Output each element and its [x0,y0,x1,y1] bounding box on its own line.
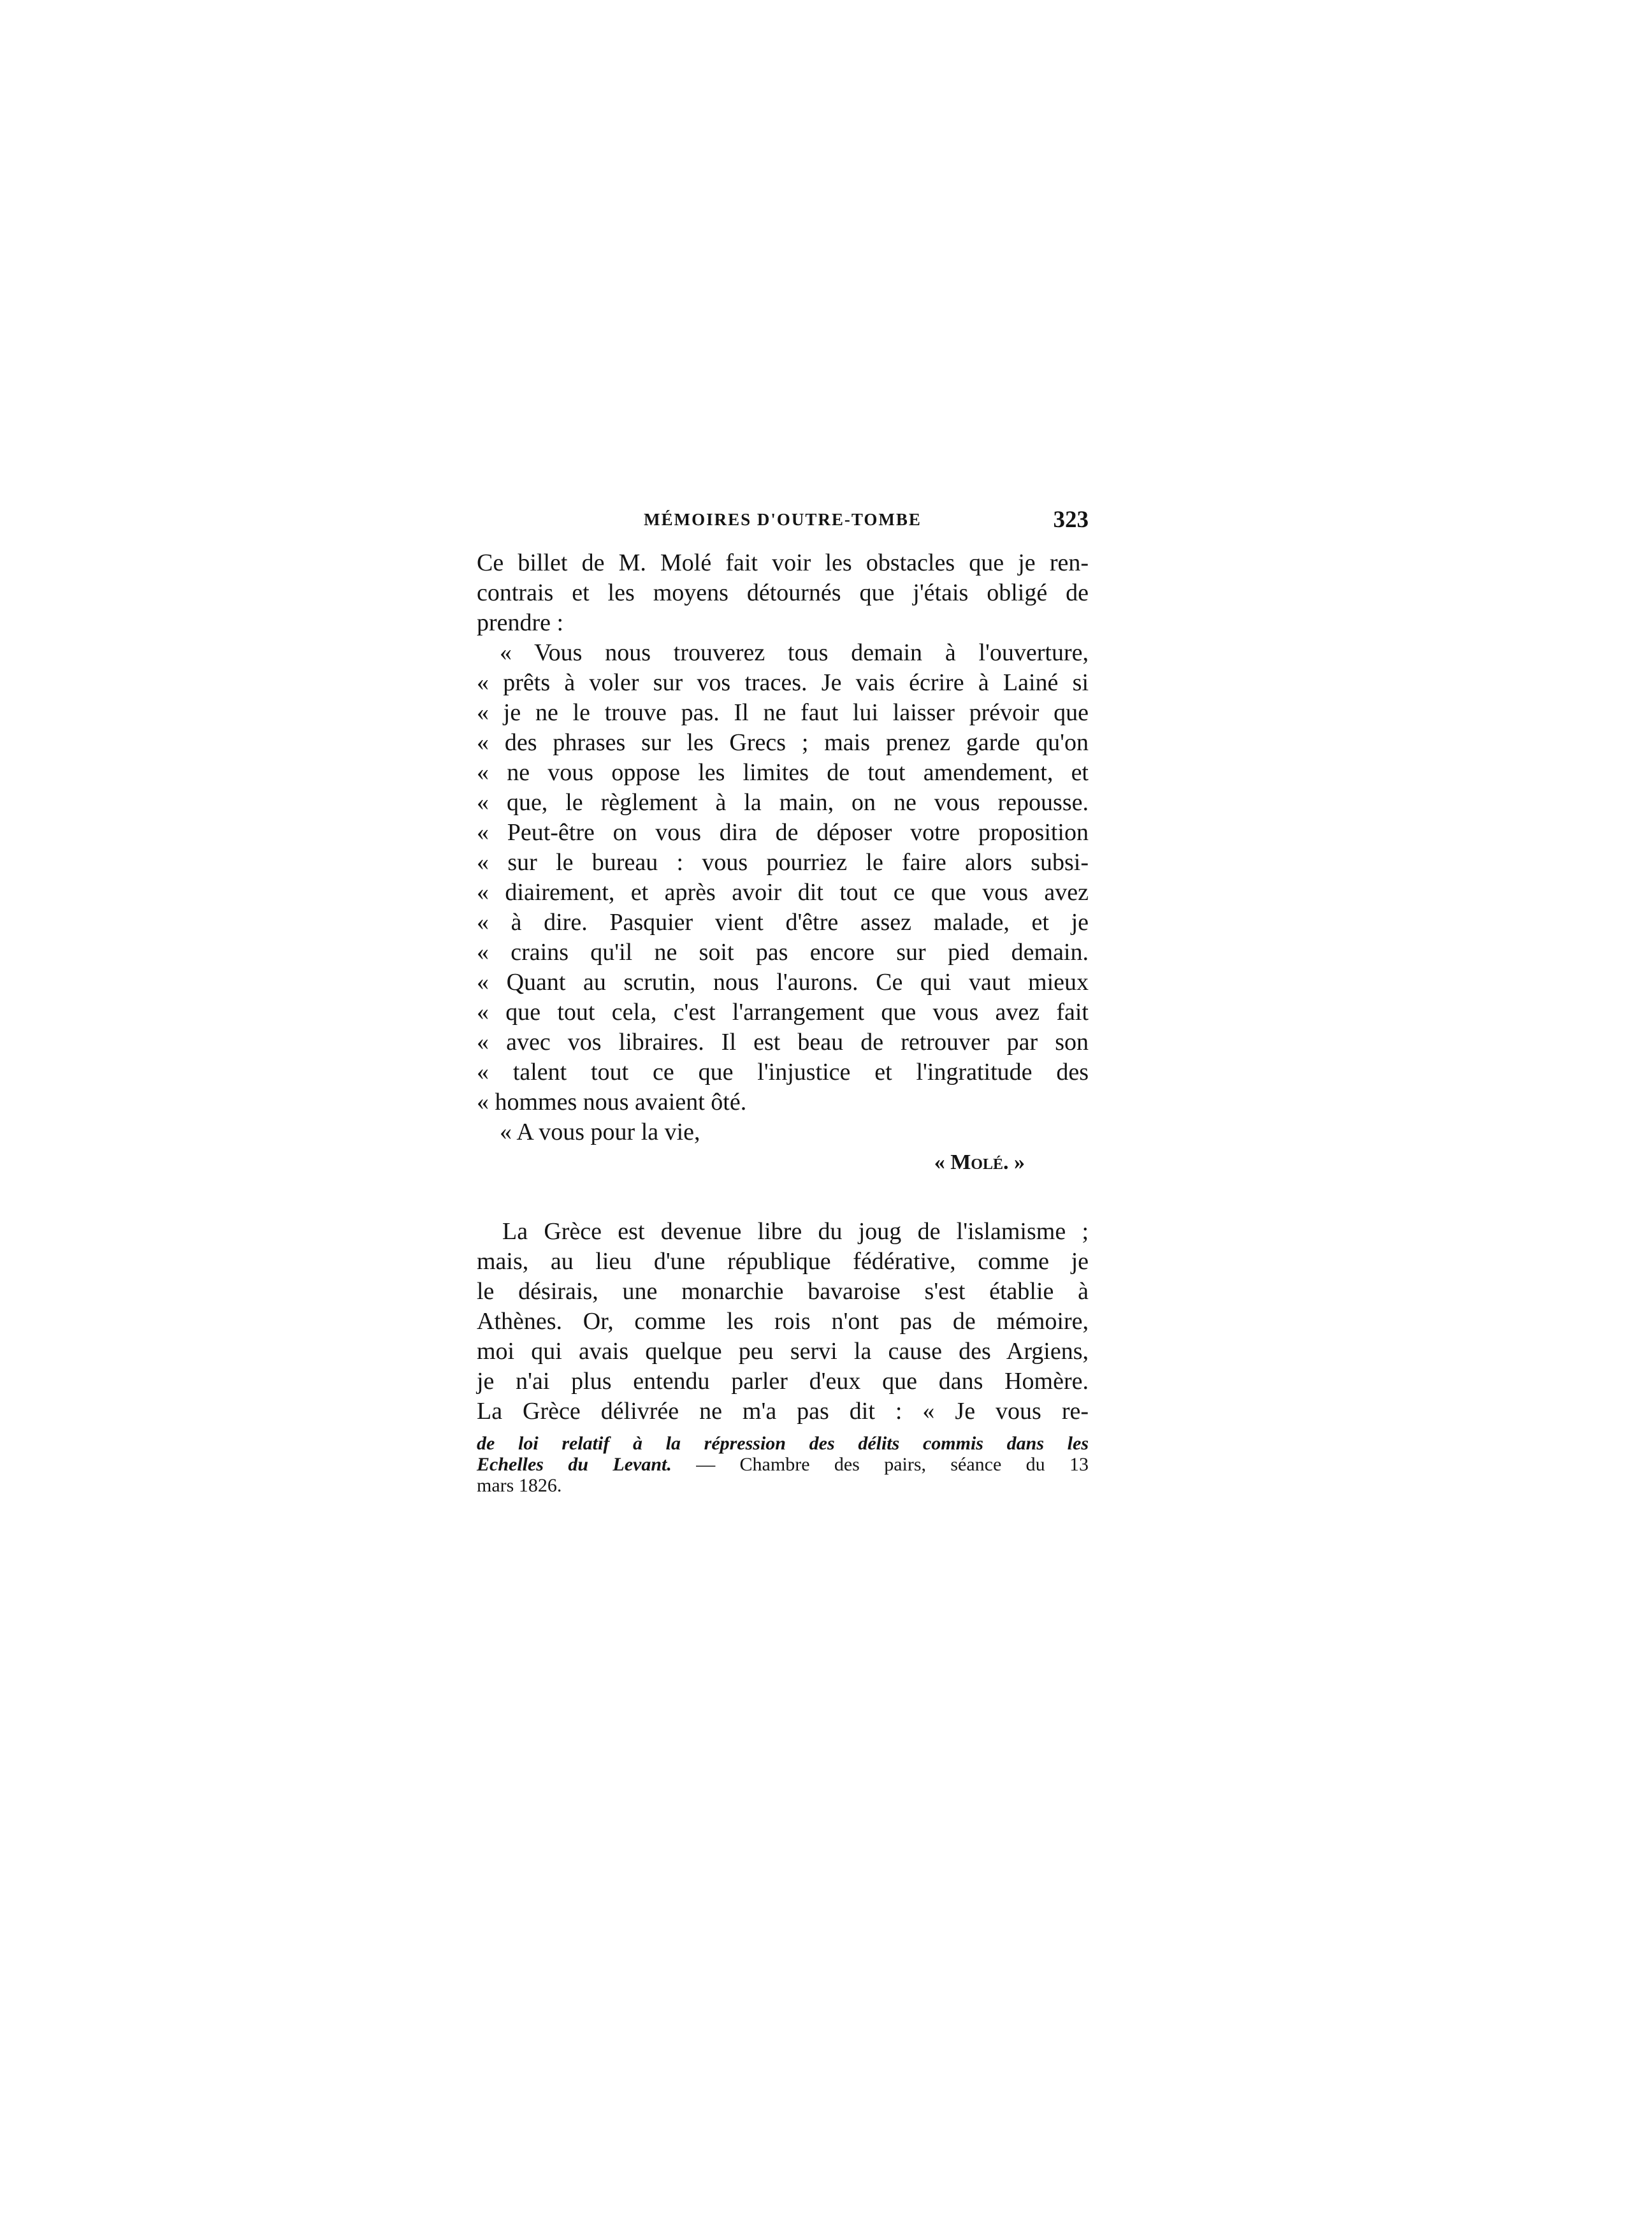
letter-signature: « Molé. » [934,1151,1025,1174]
letter-line: « diairement, et après avoir dit tout ce que vous avez [477,879,1089,906]
footnote [477,1433,1089,1496]
running-title: MÉMOIRES D'OUTRE-TOMBE [644,510,922,529]
letter-line: « des phrases sur les Grecs ; mais prenez garde qu'on [477,729,1089,756]
body-line: La Grèce est devenue libre du joug de l'islamisme ; [502,1218,1089,1245]
letter-line: « je ne le trouve pas. Il ne faut lui laisser prévoir que [477,699,1089,726]
paragraph-gap [477,1177,1089,1217]
letter-line: « crains qu'il ne soit pas encore sur pied demain. [477,939,1089,966]
footnote-italic-text: Echelles du Levant. [477,1454,672,1475]
letter-line: « ne vous oppose les limites de tout amendement, et [477,759,1089,786]
letter-line: « talent tout ce que l'injustice et l'ingratitude des [477,1059,1089,1085]
letter-line: « Vous nous trouverez tous demain à l'ouverture, [500,639,1089,666]
letter-line: « que tout cela, c'est l'arrangement que vous avez fait [477,999,1089,1026]
body-line: je n'ai plus entendu parler d'eux que dans Homère. [477,1368,1089,1395]
letter-closing: « A vous pour la vie, [500,1119,700,1145]
footnote-line [477,1433,1089,1454]
body-line: mais, au lieu d'une république fédérative, comme je [477,1248,1089,1275]
quoted-letter [477,638,1089,1177]
page-number: 323 [1053,507,1089,533]
letter-line: « avec vos libraires. Il est beau de retrouver par son [477,1029,1089,1056]
body-line: le désirais, une monarchie bavaroise s'est établie à [477,1278,1089,1305]
letter-line: « sur le bureau : vous pourriez le faire alors subsi- [477,849,1089,876]
text-line: prendre : [477,609,564,636]
footnote-line [477,1454,1089,1475]
page-content [477,507,1089,1496]
text-line: contrais et les moyens détournés que j'étais obligé de [477,579,1089,606]
letter-line: « Peut-être on vous dira de déposer votre proposition [477,819,1089,846]
letter-line: « que, le règlement à la main, on ne vous repousse. [477,789,1089,816]
letter-line: « à dire. Pasquier vient d'être assez malade, et je [477,909,1089,936]
intro-paragraph [477,548,1089,638]
body-line: moi qui avais quelque peu servi la cause des Argiens, [477,1338,1089,1365]
text-line: Ce billet de M. Molé fait voir les obstacles que je ren- [477,549,1089,576]
footnote-text: — Chambre des pairs, séance du 13 [671,1454,1089,1475]
body-paragraph [477,1217,1089,1427]
letter-line: « prêts à voler sur vos traces. Je vais écrire à Lainé si [477,669,1089,696]
body-line: Athènes. Or, comme les rois n'ont pas de mémoire, [477,1308,1089,1335]
footnote-line: mars 1826. [477,1475,562,1496]
footnote-italic-text: de loi relatif à la répression des délits commis dans les [477,1433,1089,1454]
letter-line: « Quant au scrutin, nous l'aurons. Ce qui vaut mieux [477,969,1089,996]
letter-line: « hommes nous avaient ôté. [477,1089,747,1115]
running-header [477,507,1089,548]
body-line: La Grèce délivrée ne m'a pas dit : « Je vous re- [477,1398,1089,1425]
